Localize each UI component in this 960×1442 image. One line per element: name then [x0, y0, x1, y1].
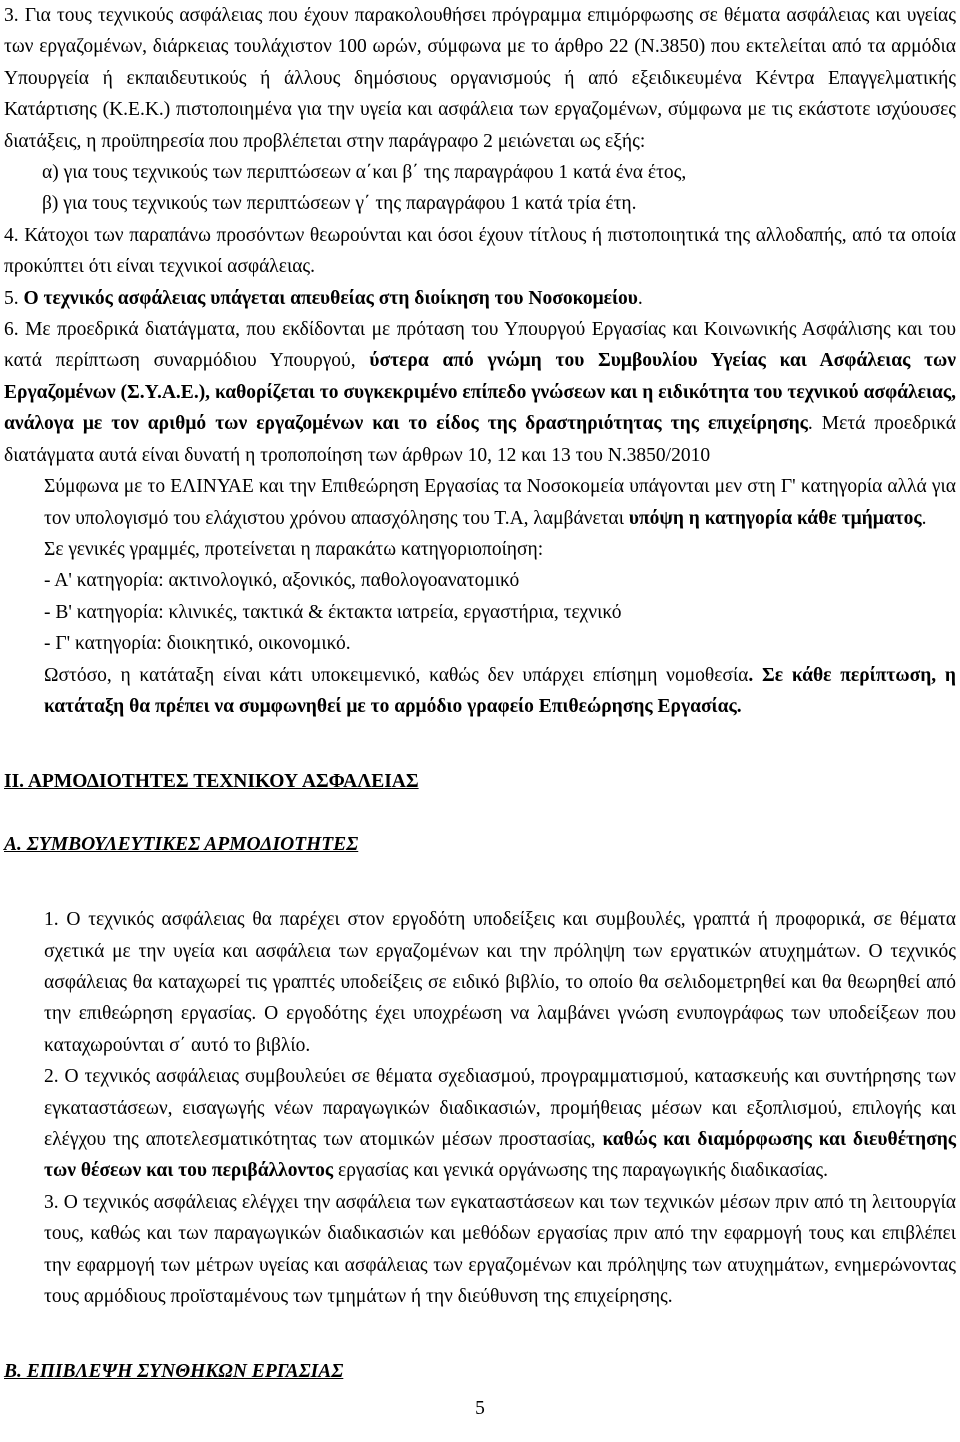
section-heading-ii: ΙΙ. ΑΡΜΟΔΙΟΤΗΤΕΣ ΤΕΧΝΙΚΟΥ ΑΣΦΑΛΕΙΑΣ	[4, 771, 419, 793]
note-2: Ωστόσο, η κατάταξη είναι κάτι υποκειμενικό, καθώς δεν υπάρχει επίσημη νομοθεσία. Σε κάθε περίπτωση, η κατάταξη θα πρέπει να συμφωνηθεί με το αρμόδιο γραφείο Επιθεώρησης Εργασίας.	[44, 664, 956, 717]
document-page	[4, 0, 956, 1388]
section-heading-a: Α. ΣΥΜΒΟΥΛΕΥΤΙΚΕΣ ΑΡΜΟΔΙΟΤΗΤΕΣ	[4, 833, 359, 855]
paragraph-3	[4, 0, 956, 157]
section-heading-b: Β. ΕΠΙΒΛΕΨΗ ΣΥΝΘΗΚΩΝ ΕΡΓΑΣΙΑΣ	[4, 1361, 344, 1383]
duty-2: 2. Ο τεχνικός ασφάλειας συμβουλεύει σε θέματα σχεδιασμού, προγραμματισμού, κατασκευής και συντήρησης των εγκαταστάσεων, εισαγωγής νέων παραγωγικών διαδικασιών, προμήθειας μέσων και εξοπλισμού, επιλογής και ελέγχου της αποτελεσματικότητας των ατομικών μέσων προστασίας, καθώς και διαμόρφωσης και διευθέτησης των θέσεων και του περιβάλλοντος εργασίας και γενικά οργάνωσης της παραγωγικής διαδικασίας.	[44, 1066, 956, 1182]
paragraph-3-text: 3. Για τους τεχνικούς ασφάλειας που έχουν παρακολουθήσει πρόγραμμα επιμόρφωσης σε θέματα ασφάλειας και υγείας των εργαζομένων, διάρκειας τουλάχιστον 100 ωρών, σύμφωνα με το άρθρο 22 (Ν.3850) που εκτελείται από τα αρμόδια Υπουργεία ή εκπαιδευτικούς ή άλλους δημόσιους οργανισμούς ή από εξειδικευμένα Κέντρα Επαγγελματικής Κατάρτισης (Κ.Ε.Κ.) πιστοποιημένα για την υγεία και ασφάλεια των εργαζομένων, σύμφωνα με τις εκάστοτε ισχύουσες διατάξεις, η προϋπηρεσία που προβλέπεται στην παράγραφο 2 μειώνεται ως εξής:	[4, 5, 956, 152]
duty-3: 3. Ο τεχνικός ασφάλειας ελέγχει την ασφάλεια των εγκαταστάσεων και των τεχνικών μέσων πριν από τη λειτουργία τους, καθώς και των παραγωγικών διαδικασιών και μεθόδων εργασίας πριν από την εφαρμογή τους και επιβλέπει την εφαρμογή των μέτρων υγείας και ασφάλειας των εργαζομένων και πρόληψης των ατυχημάτων, ενημερώνοντας τους αρμόδιους προϊσταμένους των τμημάτων ή την διεύθυνση της επιχείρησης.	[44, 1191, 956, 1308]
note-1: Σύμφωνα με το ΕΛΙΝΥΑΕ και την Επιθεώρηση Εργασίας τα Νοσοκομεία υπάγονται μεν στη Γ' κατηγορία αλλά για τον υπολογισμό του ελάχιστου χρόνου απασχόλησης του Τ.Α, λαμβάνεται υπόψη η κατηγορία κάθε τμήματος.	[44, 476, 956, 529]
paragraph-3-item-b: β) για τους τεχνικούς των περιπτώσεων γ΄ της παραγράφου 1 κατά τρία έτη.	[42, 193, 637, 215]
page-number: 5	[475, 1398, 485, 1419]
note-block	[4, 471, 956, 722]
category-item: - Β' κατηγορία: κλινικές, τακτικά & έκτακτα ιατρεία, εργαστήρια, τεχνικό	[44, 601, 622, 623]
category-item: - Α' κατηγορία: ακτινολογικό, αξονικός, παθολογοανατομικό	[44, 570, 520, 592]
paragraph-5: 5. Ο τεχνικός ασφάλειας υπάγεται απευθείας στη διοίκηση του Νοσοκομείου.	[4, 287, 643, 309]
category-item: - Γ' κατηγορία: διοικητικό, οικονομικό.	[44, 633, 351, 655]
paragraph-3-item-a: α) για τους τεχνικούς των περιπτώσεων α΄και β΄ της παραγράφου 1 κατά ένα έτος,	[42, 162, 687, 184]
paragraph-4: 4. Κάτοχοι των παραπάνω προσόντων θεωρούνται και όσοι έχουν τίτλους ή πιστοποιητικά της αλλοδαπής, από τα οποία προκύπτει ότι είναι τεχνικοί ασφάλειας.	[4, 224, 956, 278]
categorization-intro: Σε γενικές γραμμές, προτείνεται η παρακάτω κατηγοριοποίηση:	[44, 538, 544, 560]
duties-list	[4, 904, 956, 1312]
paragraph-6: 6. Με προεδρικά διατάγματα, που εκδίδονται με πρόταση του Υπουργού Εργασίας και Κοινωνικής Ασφάλισης και του κατά περίπτωση συναρμόδιου Υπουργού, ύστερα από γνώμη του Συμβουλίου Υγείας και Ασφάλειας των Εργαζομένων (Σ.Υ.Α.Ε.), καθορίζεται το συγκεκριμένο επίπεδο γνώσεων και η ειδικότητα του τεχνικού ασφάλειας, ανάλογα με τον αριθμό των εργαζομένων και το είδος της δραστηριότητας της επιχείρησης. Μετά προεδρικά διατάγματα αυτά είναι δυνατή η τροποποίηση των άρθρων 10, 12 και 13 του Ν.3850/2010	[4, 319, 957, 466]
duty-1: 1. Ο τεχνικός ασφάλειας θα παρέχει στον εργοδότη υποδείξεις και συμβουλές, γραπτά ή προφορικά, σε θέματα σχετικά με την υγεία και ασφάλεια των εργαζομένων και την πρόληψη των εργατικών ατυχημάτων. Ο τεχνικός ασφάλειας θα καταχωρεί τις γραπτές υποδείξεις σε ειδικό βιβλίο, το οποίο θα σελιδομετρηθεί και θα θεωρηθεί από την επιθεώρηση εργασίας. Ο εργοδότης έχει υποχρέωση να λαμβάνει γνώση ενυπογράφως των υποδείξεων που καταχωρούνται σ΄ αυτό το βιβλίο.	[44, 909, 956, 1056]
